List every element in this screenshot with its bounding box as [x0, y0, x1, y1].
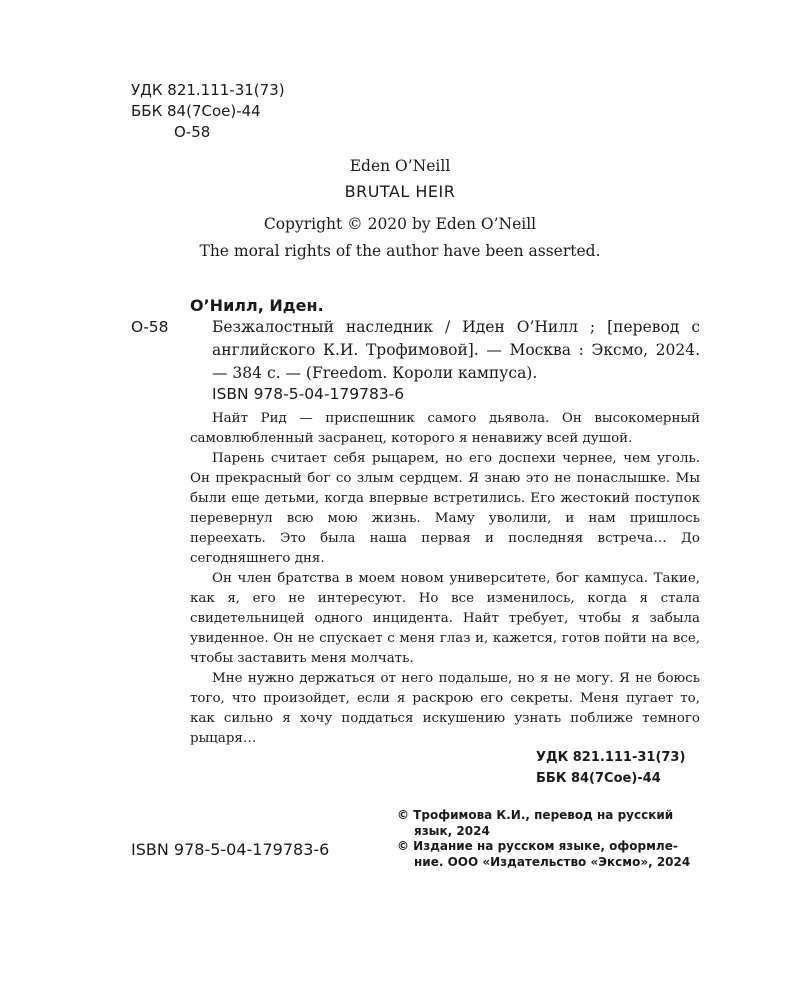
original-title: BRUTAL HEIR [344, 182, 456, 201]
author-mark-top: О-58 [174, 123, 211, 141]
moral-rights-notice: The moral rights of the author have been asserted. [199, 242, 601, 260]
catalog-description: Безжалостный наследник / Иден О’Нилл ; [перевод с английского К.И. Трофимовой]. — Москва : Эксмо, 2024. — 384 с. — (Freedom. Короли кампуса). [212, 318, 700, 382]
catalog-isbn: ISBN 978-5-04-179783-6 [212, 385, 405, 403]
copyright-line-translation-1: © Трофимова К.И., перевод на русский [397, 808, 674, 822]
bbk-code-annotation: ББК 84(7Сое)-44 [536, 771, 661, 786]
original-author: Eden O’Neill [349, 157, 451, 175]
annotation-paragraph: Парень считает себя рыцарем, но его доспехи чернее, чем уголь. Он прекрасный бог со злым сердцем. Я знаю это не понаслышке. Мы были еще детьми, когда впервые встретились. Его жестокий поступок перевернул всю мою жизнь. Маму уволили, и нам пришлось переехать. Это была наша первая и последняя встреча… До сегодняшнего дня. [190, 451, 700, 566]
udk-code-annotation: УДК 821.111-31(73) [536, 750, 686, 765]
bbk-code-top: ББК 84(7Сое)-44 [131, 102, 261, 120]
annotation-paragraph: Найт Рид — приспешник самого дьявола. Он высокомерный самовлюбленный засранец, которого я ненавижу всей душой. [190, 411, 700, 446]
copyright-line-translation-2: язык, 2024 [414, 823, 490, 838]
original-copyright: Copyright © 2020 by Eden O’Neill [263, 215, 537, 233]
annotation [190, 409, 700, 749]
translation-copyright-block [397, 808, 707, 870]
annotation-paragraph: Он член братства в моем новом университете, бог кампуса. Такие, как я, его не интересуют. Но все изменилось, когда я стала свидетельницей одного инцидента. Найт требует, чтобы я забыла увиденное. Он не спускает с меня глаз и, кажется, готов пойти на все, чтобы заставить меня молчать. [190, 571, 700, 666]
copyright-line-edition-1: © Издание на русском языке, оформле- [397, 839, 678, 853]
copyright-line-edition-2: ние. ООО «Издательство «Эксмо», 2024 [414, 854, 691, 869]
udk-code-top: УДК 821.111-31(73) [131, 81, 285, 99]
catalog-heading: О’Нилл, Иден. [190, 296, 324, 315]
annotation-paragraph: Мне нужно держаться от него подальше, но я не могу. Я не боюсь того, что произойдет, если я раскрою его секреты. Меня пугает то, как сильно я хочу поддаться искушению узнать поближе темного рыцаря… [190, 671, 700, 746]
isbn-bottom: ISBN 978-5-04-179783-6 [131, 840, 330, 859]
catalog-code: О-58 [131, 318, 169, 336]
